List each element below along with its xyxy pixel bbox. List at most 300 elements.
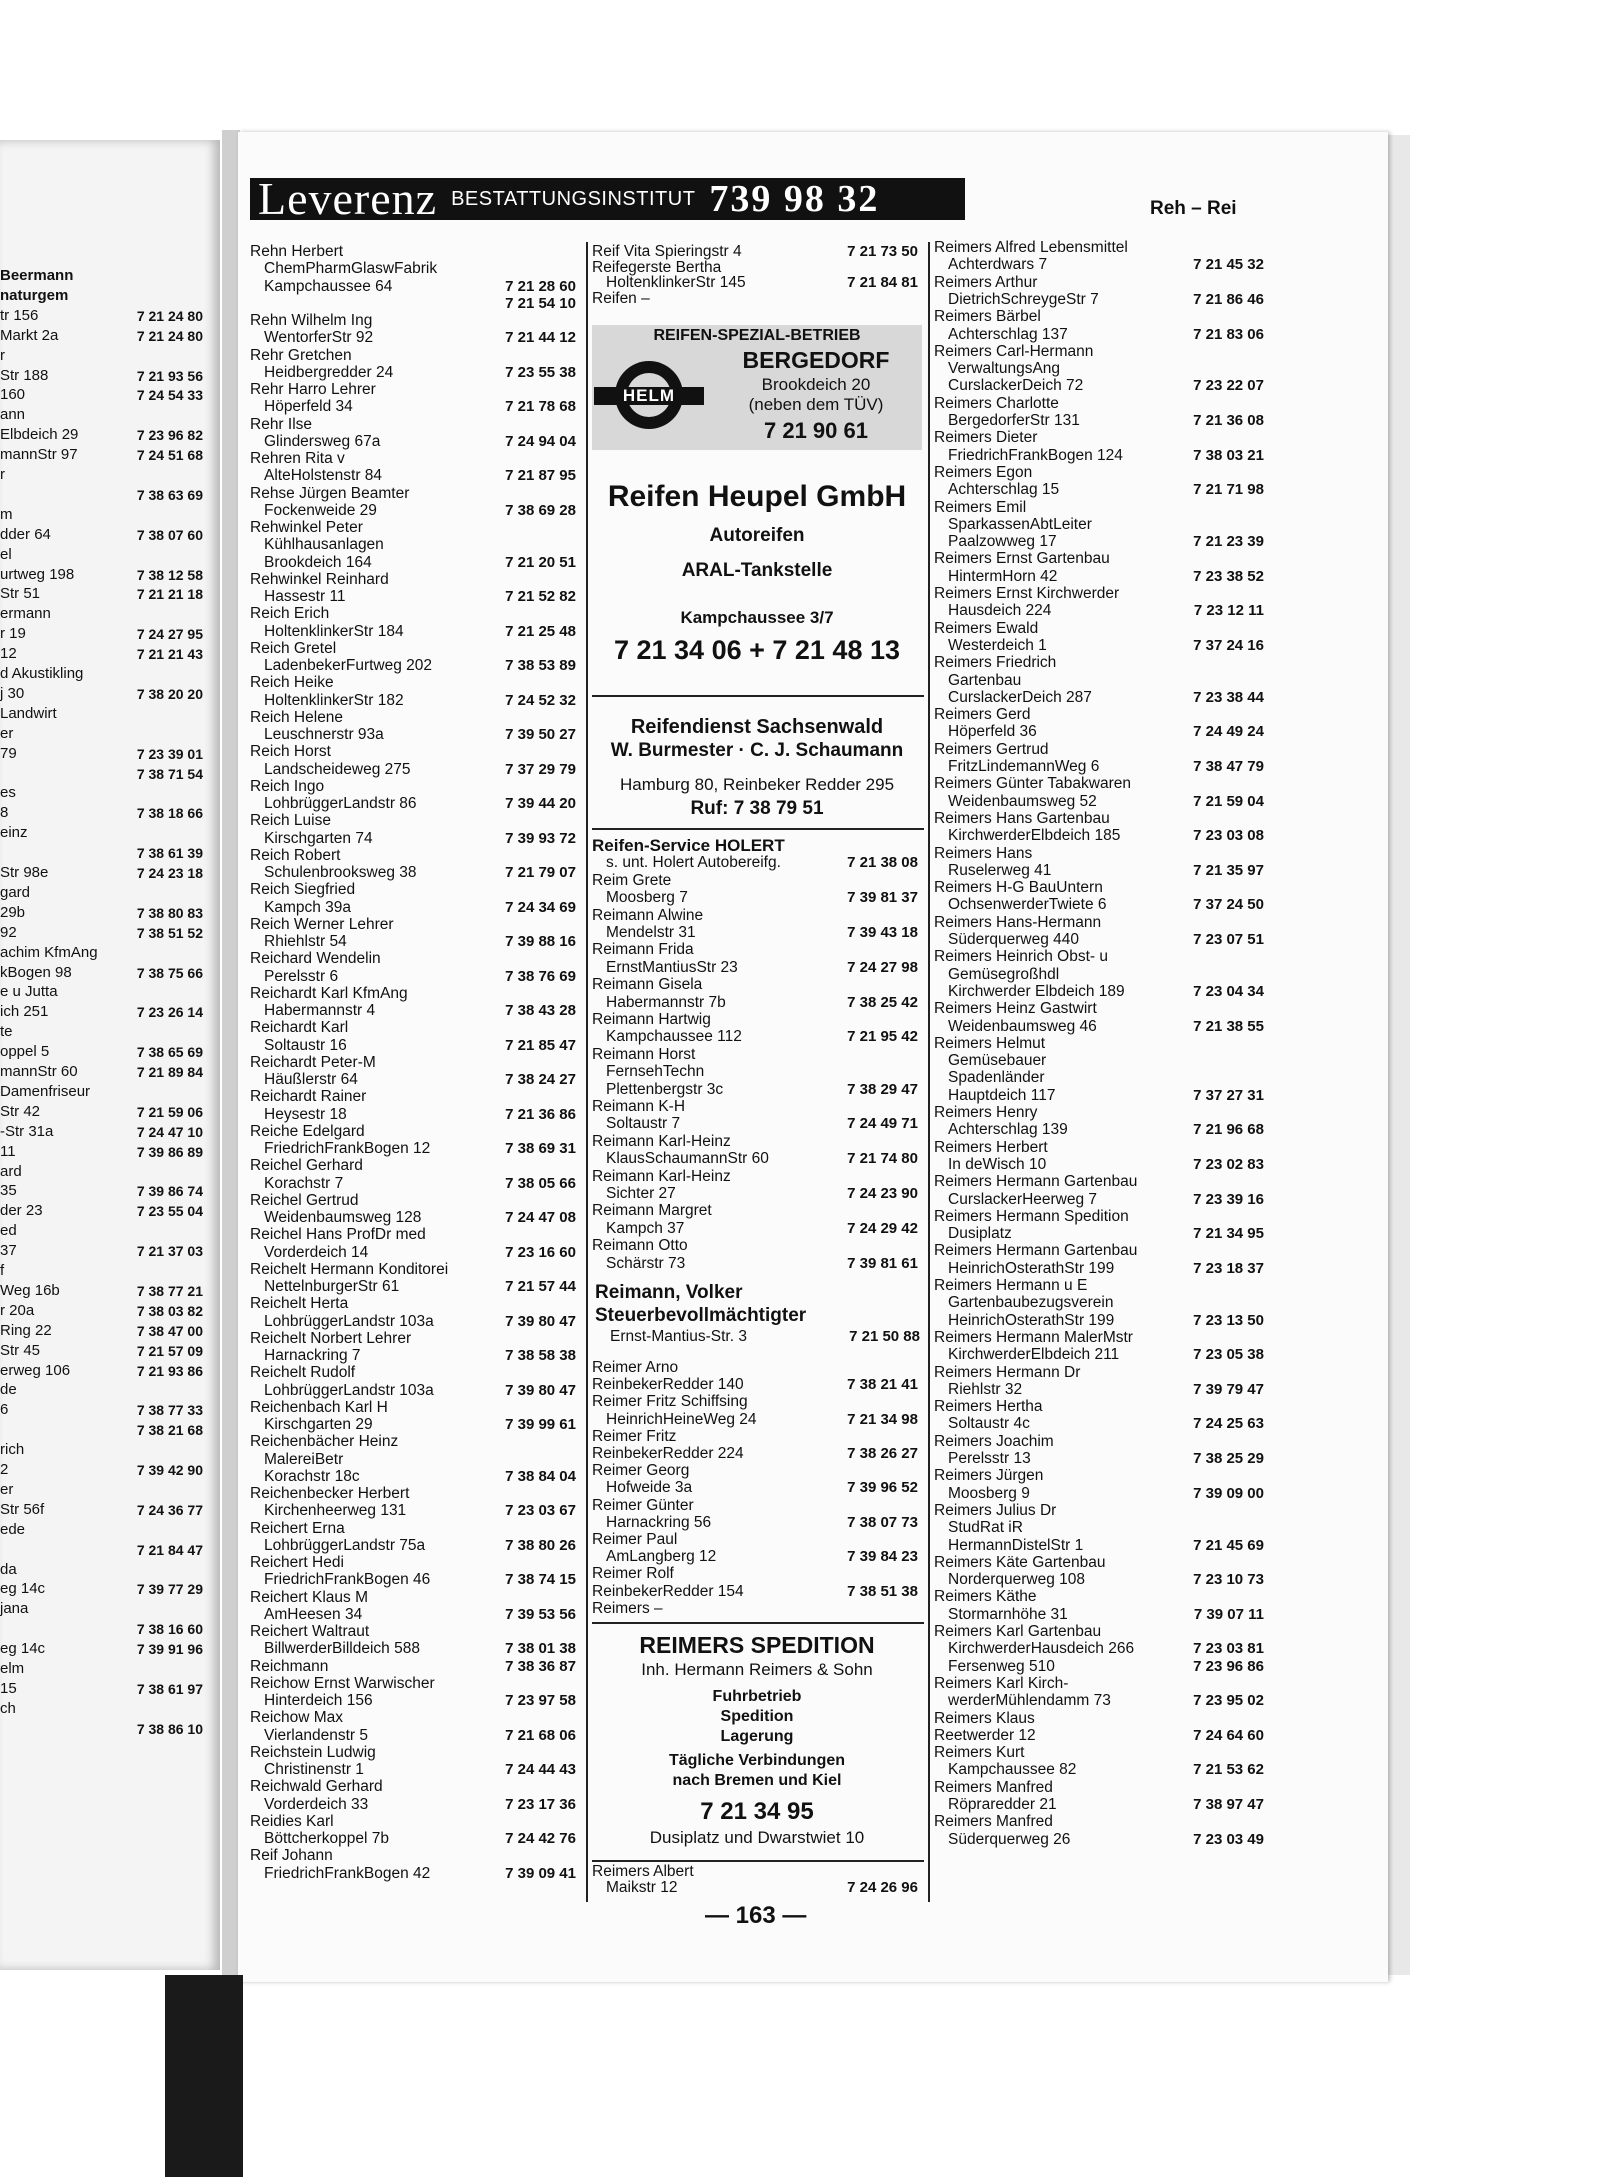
left-fragment-line	[0, 785, 205, 801]
listing-line	[934, 1745, 1264, 1762]
listing-text: Reich Heike	[250, 674, 334, 692]
listing-text: Reimann Gisela	[592, 976, 703, 994]
listing-line	[250, 1038, 576, 1055]
left-fragment-phone: 7 21 93 86	[136, 1362, 203, 1379]
listing-text: Reichardt Karl	[250, 1019, 349, 1037]
left-fragment-text: 15	[0, 1679, 17, 1697]
left-fragment-line	[0, 865, 205, 881]
ad-heupel-line2: ARAL-Tankstelle	[681, 560, 833, 581]
listing-line	[934, 1365, 1264, 1382]
listing-text: Reichert Hedi	[250, 1554, 344, 1571]
left-fragment-phone: 7 38 61 39	[136, 845, 203, 862]
left-fragment-line	[0, 1343, 205, 1359]
left-fragment-line	[0, 1183, 205, 1199]
listing-line	[934, 500, 1264, 517]
left-fragment-line	[0, 1581, 205, 1597]
listing-text: HoltenklinkerStr 184	[264, 622, 404, 640]
listing-phone: 7 38 25 42	[847, 993, 918, 1011]
listing-text: Rehren Rita v	[250, 450, 345, 467]
left-fragment-text: d Akustikling	[0, 665, 84, 682]
listing-text: Korachstr 18c	[264, 1467, 360, 1485]
listing-text: Vorderdeich 33	[264, 1795, 369, 1813]
listing-line	[250, 244, 576, 261]
listing-text: Vorderdeich 14	[264, 1243, 369, 1261]
left-fragment-text: 79	[0, 744, 17, 762]
listing-text: Reichelt Herta	[250, 1295, 349, 1313]
left-fragment-phone: 7 38 07 60	[136, 526, 203, 543]
left-fragment-phone: 7 38 51 52	[136, 924, 203, 941]
listing-text: Reimer Rolf	[592, 1565, 674, 1583]
listing-line	[934, 396, 1264, 413]
listing-text: Reimers Ernst Kirchwerder	[934, 585, 1120, 602]
listing-text: Reichel Hans ProfDr med	[250, 1226, 426, 1244]
left-fragment-line	[0, 666, 205, 682]
left-fragment-line	[0, 1522, 205, 1538]
listing-text: Norderquerweg 108	[948, 1571, 1086, 1589]
listing-line	[934, 378, 1264, 395]
listing-text: Mendelstr 31	[606, 924, 696, 941]
listing-text: Reimers Klaus	[934, 1709, 1035, 1727]
listing-phone: 7 24 47 08	[505, 1209, 576, 1226]
listing-line	[934, 327, 1264, 344]
left-fragment-text: 12	[0, 645, 17, 663]
listing-line	[934, 1261, 1264, 1278]
left-fragment-text: Str 42	[0, 1102, 41, 1120]
listing-line	[934, 448, 1264, 465]
left-fragment-text: Str 51	[0, 585, 41, 603]
listing-text: Riehlstr 32	[948, 1380, 1023, 1398]
listing-line	[592, 1429, 918, 1446]
listing-text: Westerdeich 1	[948, 636, 1047, 654]
listing-text: Reimers –	[592, 1599, 663, 1617]
listing-line	[934, 1832, 1264, 1849]
left-fragment-line	[0, 1024, 205, 1040]
listing-phone: 7 21 73 50	[847, 243, 918, 260]
listing-text: Glindersweg 67a	[264, 432, 381, 450]
listing-line	[250, 1417, 576, 1434]
listing-text: HoltenklinkerStr 145	[606, 274, 746, 291]
ad-spedition-l4: Tägliche Verbindungen	[668, 1752, 846, 1769]
listing-phone: 7 37 27 31	[1193, 1086, 1264, 1104]
listing-line	[250, 1331, 576, 1348]
left-page-fragments	[0, 268, 210, 1908]
listing-text: Rhiehlstr 54	[264, 933, 347, 950]
listing-line	[592, 1186, 918, 1203]
listing-text: Reichert Waltraut	[250, 1623, 370, 1640]
listing-text: Reimers Arthur	[934, 273, 1038, 291]
listing-line	[250, 744, 576, 761]
listing-text: Süderquerweg 440	[948, 931, 1079, 948]
listing-text: Reetwerder 12	[934, 1726, 1036, 1744]
listing-line	[934, 742, 1264, 759]
listing-text: Reimer Fritz	[592, 1427, 677, 1445]
left-fragment-line	[0, 547, 205, 563]
listing-line	[250, 1624, 576, 1641]
left-fragment-line	[0, 1283, 205, 1299]
left-fragment-text: Beermann	[0, 267, 74, 284]
listing-text: Reimann Karl-Heinz	[592, 1132, 731, 1150]
listing-line	[250, 365, 576, 382]
listing-line	[934, 1676, 1264, 1693]
listing-line	[250, 606, 576, 623]
left-fragment-phone: 7 39 86 74	[136, 1183, 203, 1200]
listing-line	[250, 1728, 576, 1745]
left-fragment-line	[0, 1084, 205, 1100]
listing-line	[934, 1140, 1264, 1157]
left-fragment-text: elm	[0, 1660, 25, 1677]
listing-text: LohbrüggerLandstr 75a	[264, 1536, 426, 1554]
left-fragment-text: rich	[0, 1441, 25, 1459]
guide-words: Reh – Rei	[1150, 198, 1237, 219]
divider	[592, 1860, 924, 1862]
listing-line	[934, 811, 1264, 828]
listing-text: Häußlerstr 64	[264, 1071, 358, 1088]
listing-text: Reimers Hans-Hermann	[934, 913, 1102, 931]
ad-spedition-l3: Lagerung	[720, 1728, 794, 1745]
listing-text: Achterschlag 137	[948, 325, 1068, 343]
listing-line	[934, 1088, 1264, 1105]
listing-text: Harnackring 56	[606, 1513, 712, 1531]
left-fragment-text: e u Jutta	[0, 983, 58, 1001]
left-fragment-text: j 30	[0, 684, 25, 702]
left-fragment-text: 8	[0, 804, 9, 822]
ad-sachsenwald	[592, 710, 922, 830]
listing-text: FernsehTechn	[606, 1063, 705, 1081]
left-fragment-phone: 7 21 59 06	[136, 1103, 203, 1120]
listing-line	[934, 1278, 1264, 1295]
listing-line	[592, 1134, 918, 1151]
ad-helm-note: (neben dem TÜV)	[748, 395, 884, 414]
ad-heupel-phone: 7 21 34 06 + 7 21 48 13	[613, 635, 900, 665]
listing-line	[934, 1624, 1264, 1641]
left-fragment-line	[0, 1263, 205, 1279]
ad-spedition-l2: Spedition	[720, 1708, 794, 1725]
listing-text: Reimers Hertha	[934, 1398, 1043, 1416]
listing-line	[934, 1520, 1264, 1537]
helm-logo	[594, 355, 704, 435]
listing-line	[250, 261, 576, 278]
listing-phone: 7 38 51 38	[847, 1582, 918, 1600]
listing-line	[934, 534, 1264, 551]
listing-text: Rehr Harro Lehrer	[250, 381, 376, 398]
listing-phone: 7 21 78 68	[505, 398, 576, 416]
left-fragment-text: dder 64	[0, 525, 51, 543]
listing-phone: 7 23 05 38	[1193, 1346, 1264, 1364]
ad-sachsenwald-phone: Ruf: 7 38 79 51	[690, 798, 824, 819]
listing-phone: 7 23 95 02	[1193, 1692, 1264, 1710]
listing-line	[934, 1728, 1264, 1745]
listing-text: HintermHorn 42	[948, 567, 1058, 585]
left-fragment-line	[0, 288, 205, 304]
ad-heupel-line1: Autoreifen	[709, 525, 805, 546]
listing-text: Reichow Ernst Warwischer	[250, 1674, 435, 1692]
column-1	[250, 244, 576, 1904]
listing-text: Reich Gretel	[250, 639, 337, 657]
listing-line	[592, 1099, 918, 1116]
left-fragment-phone: 7 38 03 82	[136, 1302, 203, 1319]
listing-phone: 7 38 53 89	[505, 657, 576, 674]
left-fragment-text: Elbdeich 29	[0, 426, 79, 444]
listing-phone: 7 21 71 98	[1193, 481, 1264, 499]
listing-text: Reimann Horst	[592, 1045, 696, 1063]
listing-line	[934, 361, 1264, 378]
left-fragment-line	[0, 447, 205, 463]
listing-line	[934, 1814, 1264, 1831]
left-fragment-line	[0, 1562, 205, 1578]
listing-line	[592, 995, 918, 1012]
left-fragment-phone: 7 24 54 33	[136, 387, 203, 404]
left-fragment-line	[0, 1641, 205, 1657]
listing-text: CurslackerDeich 287	[948, 688, 1092, 706]
left-fragment-line	[0, 1462, 205, 1478]
listing-text: Gemüsebauer	[948, 1052, 1047, 1070]
listing-text: KlausSchaumannStr 60	[606, 1150, 769, 1168]
listing-line	[934, 257, 1264, 274]
listing-line	[250, 1210, 576, 1227]
listing-line	[934, 1555, 1264, 1572]
left-fragment-phone: 7 38 16 60	[136, 1621, 203, 1638]
listing-line	[592, 1116, 918, 1133]
ad-sachsenwald-names: W. Burmester · C. J. Schaumann	[610, 740, 904, 761]
listing-line	[250, 658, 576, 675]
listing-text: CurslackerDeich 72	[948, 377, 1084, 395]
listing-text: Reimers Ewald	[934, 619, 1039, 637]
listing-phone: 7 23 39 16	[1193, 1190, 1264, 1208]
column-rule	[586, 242, 588, 1902]
listing-line	[934, 1036, 1264, 1053]
ad-spedition-l5: nach Bremen und Kiel	[672, 1772, 842, 1789]
left-fragment-text: er	[0, 1480, 14, 1498]
listing-text: KirchwerderElbdeich 185	[948, 827, 1121, 845]
listing-text: Reifen –	[592, 289, 650, 307]
left-fragment-text: erweg 106	[0, 1361, 71, 1379]
listing-text: Weidenbaumsweg 52	[948, 792, 1097, 810]
listing-phone: 7 39 99 61	[505, 1416, 576, 1433]
listing-text: HoltenklinkerStr 182	[264, 691, 404, 709]
listing-text: Gemüsegroßhdl	[948, 965, 1060, 983]
left-fragment-text: ede	[0, 1520, 26, 1538]
listing-line	[250, 1089, 576, 1106]
listing-line	[250, 1486, 576, 1503]
listing-phone: 7 23 97 58	[505, 1692, 576, 1709]
listing-phone: 7 21 74 80	[847, 1150, 918, 1168]
listing-line	[250, 1710, 576, 1727]
banner-subtitle: BESTATTUNGSINSTITUT	[451, 187, 696, 210]
listing-phone: 7 38 74 15	[505, 1571, 576, 1589]
listing-line	[934, 1607, 1264, 1624]
listing-text: Reimers Gerd	[934, 706, 1031, 724]
left-fragment-phone: 7 38 12 58	[136, 566, 203, 583]
listing-text: Hausdeich 224	[948, 602, 1052, 620]
left-fragment-text: Ring 22	[0, 1321, 52, 1339]
left-fragment-phone: 7 21 21 18	[136, 586, 203, 603]
left-fragment-text: kBogen 98	[0, 963, 72, 981]
listing-text: MalereiBetr	[264, 1450, 344, 1468]
listing-text: Reim Grete	[592, 871, 672, 889]
left-fragment-phone: 7 21 24 80	[136, 307, 203, 324]
left-fragment-phone: 7 23 39 01	[136, 745, 203, 762]
listing-line	[934, 673, 1264, 690]
ad-spedition-phone: 7 21 34 95	[700, 1798, 814, 1825]
listing-phone: 7 38 29 47	[847, 1080, 918, 1098]
listing-text: Rehr Ilse	[250, 415, 313, 433]
listing-text: Reichenbächer Heinz	[250, 1433, 399, 1451]
listing-phone: 7 38 07 73	[847, 1513, 918, 1531]
left-fragment-line	[0, 1064, 205, 1080]
listing-line	[250, 1693, 576, 1710]
listing-line	[592, 1203, 918, 1220]
left-fragment-text: r 19	[0, 625, 26, 643]
left-fragment-line	[0, 1601, 205, 1617]
listing-line	[934, 846, 1264, 863]
listing-line	[250, 779, 576, 796]
left-fragment-line	[0, 945, 205, 961]
listing-line	[934, 759, 1264, 776]
listing-line	[592, 1584, 918, 1601]
listing-phone: 7 38 97 47	[1193, 1796, 1264, 1813]
listing-text: Reimers Friedrich	[934, 654, 1057, 672]
left-fragment-line	[0, 805, 205, 821]
listing-text: Soltaustr 16	[264, 1036, 347, 1054]
listing-text: Kirschgarten 29	[264, 1416, 373, 1433]
listing-line	[934, 655, 1264, 672]
listing-line	[250, 1555, 576, 1572]
listing-text: Rehwinkel Peter	[250, 519, 363, 536]
listing-line	[934, 863, 1264, 880]
column-rule	[928, 242, 930, 1902]
listing-text: werderMühlendamm 73	[948, 1692, 1111, 1710]
listing-text: Hinterdeich 156	[264, 1692, 373, 1709]
left-fragment-text: es	[0, 784, 16, 802]
listing-phone: 7 24 49 71	[847, 1115, 918, 1133]
listing-text: Schulenbrooksweg 38	[264, 864, 417, 881]
listing-line	[934, 309, 1264, 326]
listing-text: Reimers Joachim	[934, 1432, 1054, 1450]
listing-line	[592, 960, 918, 977]
listing-text: Reichardt Karl KfmAng	[250, 984, 408, 1002]
entry-volker-address: Ernst-Mantius-Str. 3	[610, 1328, 747, 1345]
listing-text: Kampchaussee 112	[606, 1028, 742, 1046]
listing-phone: 7 21 84 81	[847, 274, 918, 291]
listing-text: Rehn Wilhelm Ing	[250, 312, 373, 329]
left-fragment-text: 2	[0, 1461, 9, 1478]
listing-phone: 7 24 27 98	[847, 958, 918, 976]
listing-text: Weidenbaumsweg 128	[264, 1209, 422, 1226]
left-fragment-phone: 7 24 51 68	[136, 447, 203, 464]
listing-text: FriedrichFrankBogen 42	[264, 1864, 431, 1882]
listing-line	[250, 762, 576, 779]
left-fragment-text: eg 14c	[0, 1640, 46, 1658]
listing-text: HermannDistelStr 1	[948, 1536, 1084, 1554]
listing-text: Reimer Paul	[592, 1531, 678, 1548]
left-fragment-line	[0, 905, 205, 921]
listing-text: Hassestr 11	[264, 588, 346, 605]
column-2-top	[592, 244, 918, 314]
listing-text: s. unt. Holert Autobereifg.	[606, 854, 781, 872]
listing-phone: 7 21 38 55	[1193, 1017, 1264, 1035]
listing-text: HeinrichHeineWeg 24	[606, 1410, 757, 1428]
listing-phone: 7 21 57 44	[505, 1278, 576, 1295]
listing-line	[250, 1227, 576, 1244]
listing-text: Süderquerweg 26	[948, 1830, 1071, 1848]
left-fragment-text: Landwirt	[0, 704, 57, 722]
listing-text: Reimers Günter Tabakwaren	[934, 775, 1131, 793]
left-fragment-text: 35	[0, 1182, 17, 1200]
left-fragment-phone: 7 24 47 10	[136, 1123, 203, 1140]
listing-text: Kampchaussee 64	[264, 277, 393, 295]
listing-phone: 7 24 23 90	[847, 1185, 918, 1202]
listing-phone: 7 38 76 69	[505, 967, 576, 985]
listing-phone: 7 21 20 51	[505, 553, 576, 571]
left-fragment-line	[0, 1164, 205, 1180]
entry-volker-title: Steuerbevollmächtigter	[595, 1305, 807, 1326]
listing-text: Rehr Gretchen	[250, 346, 352, 364]
listing-text: Perelsstr 13	[948, 1450, 1031, 1467]
listing-phone: 7 23 03 67	[505, 1502, 576, 1520]
left-fragment-line	[0, 646, 205, 662]
listing-line	[592, 1394, 918, 1411]
left-fragment-line	[0, 1223, 205, 1239]
listing-line	[934, 828, 1264, 845]
listing-text: BillwerderBilldeich 588	[264, 1640, 420, 1658]
listing-phone: 7 39 44 20	[505, 795, 576, 812]
listing-phone: 7 39 84 23	[847, 1548, 918, 1566]
listing-text: VerwaltungsAng	[948, 360, 1061, 378]
listing-text: Sichter 27	[606, 1185, 676, 1202]
entry-volker-name: Reimann, Volker	[595, 1282, 743, 1303]
listing-text: Christinenstr 1	[264, 1761, 364, 1778]
listing-text: LohbrüggerLandstr 86	[264, 795, 417, 812]
left-fragment-phone: 7 24 27 95	[136, 626, 203, 643]
listing-line	[934, 1572, 1264, 1589]
listing-line	[592, 1151, 918, 1168]
listing-phone: 7 24 49 24	[1193, 723, 1264, 741]
left-fragment-line	[0, 1482, 205, 1498]
listing-line	[934, 690, 1264, 707]
listing-text: Reimers Hermann MalerMstr	[934, 1328, 1133, 1346]
listing-phone: 7 21 28 60	[505, 277, 576, 295]
listing-line	[592, 838, 918, 856]
listing-text: Reimann Margret	[592, 1202, 712, 1220]
banner-phone: 739 98 32	[709, 178, 880, 220]
listing-line	[250, 1659, 576, 1676]
listing-line	[250, 417, 576, 434]
left-fragment-text: urtweg 198	[0, 565, 75, 583]
left-fragment-phone: 7 38 21 68	[136, 1422, 203, 1439]
listing-line	[934, 1105, 1264, 1122]
listing-phone: 7 38 43 28	[505, 1002, 576, 1019]
listing-line	[934, 1762, 1264, 1779]
left-fragment-phone: 7 21 93 56	[136, 367, 203, 384]
listing-line	[250, 951, 576, 968]
listing-line	[250, 1003, 576, 1020]
listing-text: Reidies Karl	[250, 1812, 334, 1830]
listing-phone: 7 21 87 95	[505, 467, 576, 485]
ad-heupel	[592, 465, 922, 685]
listing-phone: 7 21 36 86	[505, 1105, 576, 1123]
listing-text: Reimers Gertrud	[934, 740, 1049, 758]
ad-helm-title: REIFEN-SPEZIAL-BETRIEB	[653, 327, 861, 344]
listing-line	[250, 1538, 576, 1555]
listing-line	[592, 855, 918, 872]
listing-line	[250, 451, 576, 468]
listing-line	[250, 1314, 576, 1331]
left-fragment-line	[0, 1303, 205, 1319]
ad-helm	[592, 325, 922, 450]
listing-line	[250, 1072, 576, 1089]
left-fragment-text: mannStr 97	[0, 446, 78, 464]
listing-line	[934, 1053, 1264, 1070]
